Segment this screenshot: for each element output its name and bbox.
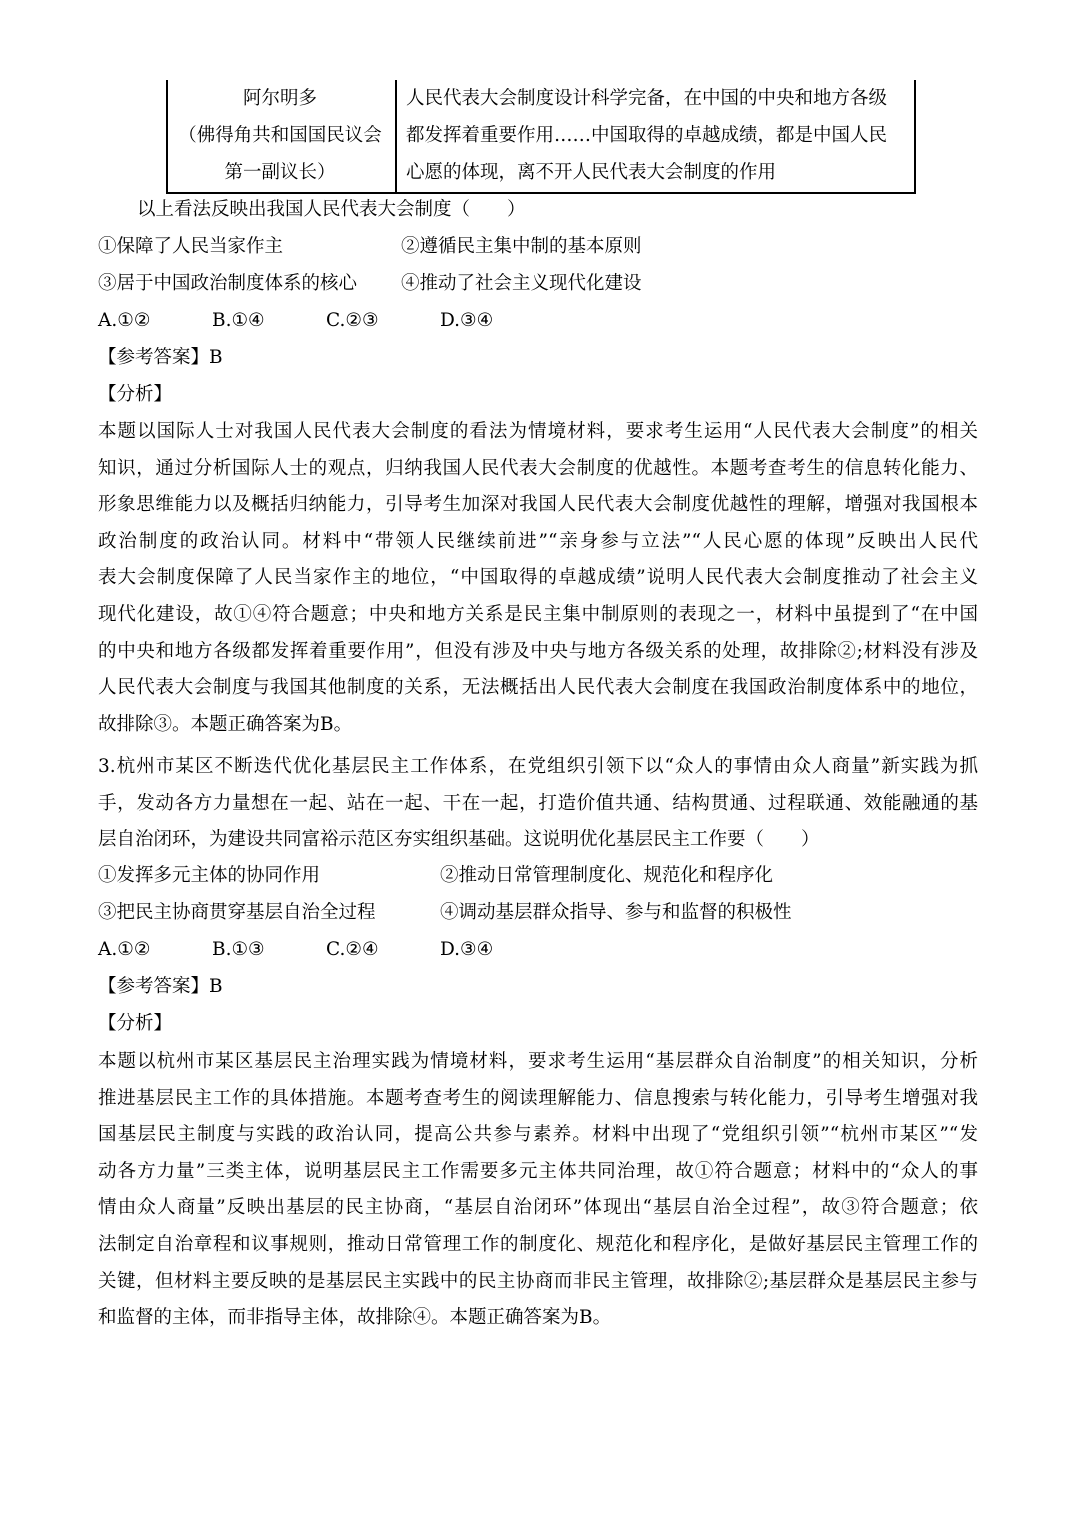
- analysis-line: 推进基层民主工作的具体措施。本题考查考生的阅读理解能力、信息搜索与转化能力，引导考生增强对我: [98, 1087, 978, 1109]
- analysis-line: 现代化建设，故①④符合题意；中央和地方关系是民主集中制原则的表现之一，材料中虽提到了“在中国: [98, 603, 978, 625]
- q2-choice-c: C.②③: [326, 310, 379, 331]
- q2-analysis-label: 【分析】: [98, 384, 173, 405]
- analysis-line: 形象思维能力以及概括归纳能力，引导考生加深对我国人民代表大会制度优越性的理解，增强对我国根本: [98, 494, 978, 516]
- q3-stem-line: 层自治闭环，为建设共同富裕示范区夯实组织基础。这说明优化基层民主工作要（ ）: [98, 829, 820, 851]
- q3-statement-2: ②推动日常管理制度化、规范化和程序化: [440, 865, 774, 886]
- analysis-line: 关键，但材料主要反映的是基层民主实践中的民主协商而非民主管理，故排除②;基层群众是基层民主参与: [98, 1270, 978, 1292]
- q3-statement-4: ④调动基层群众指导、参与和监督的积极性: [440, 902, 792, 923]
- table-border-middle: [395, 80, 397, 194]
- analysis-line: 国基层民主制度与实践的政治认同，提高公共参与素养。材料中出现了“党组织引领”“杭州市某区”“发: [98, 1124, 978, 1146]
- q2-statement-4: ④推动了社会主义现代化建设: [401, 273, 642, 294]
- q2-choice-b: B.①④: [212, 310, 265, 331]
- q2-choice-a: A.①②: [98, 310, 151, 331]
- q2-answer: 【参考答案】B: [98, 347, 223, 368]
- table-border-bottom: [166, 192, 916, 194]
- q3-analysis-label: 【分析】: [98, 1013, 173, 1034]
- quote-line: 都发挥着重要作用……中国取得的卓越成绩，都是中国人民: [406, 125, 888, 146]
- q2-statement-2: ②遵循民主集中制的基本原则: [401, 236, 642, 257]
- table-cell-quote: [406, 80, 906, 191]
- q2-statement-3: ③居于中国政治制度体系的核心: [98, 273, 358, 294]
- table-cell-speaker: [166, 80, 394, 192]
- analysis-line: 本题以杭州市某区基层民主治理实践为情境材料，要求考生运用“基层群众自治制度”的相关知识，分析: [98, 1051, 978, 1072]
- analysis-line: 的中央和地方各级都发挥着重要作用”，但没有涉及中央与地方各级关系的处理，故排除②;材料没有涉及: [98, 640, 978, 662]
- q2-choice-d: D.③④: [440, 310, 494, 331]
- analysis-line: 和监督的主体，而非指导主体，故排除④。本题正确答案为B。: [98, 1307, 612, 1329]
- q2-analysis-text: [98, 414, 978, 743]
- quote-line: 人民代表大会制度设计科学完备，在中国的中央和地方各级: [406, 88, 888, 109]
- q3-choice-d: D.③④: [440, 939, 494, 960]
- speaker-title-line2: 第一副议长）: [224, 162, 336, 183]
- analysis-line: 动各方力量”三类主体，说明基层民主工作需要多元主体共同治理，故①符合题意；材料中的“众人的事: [98, 1160, 978, 1182]
- analysis-line: 故排除③。本题正确答案为B。: [98, 713, 353, 735]
- quote-line: 心愿的体现，离不开人民代表大会制度的作用: [406, 162, 777, 183]
- q3-choice-b: B.①③: [212, 939, 265, 960]
- q3-stem: [98, 749, 978, 859]
- analysis-line: 知识，通过分析国际人士的观点，归纳我国人民代表大会制度的优越性。本题考查考生的信息转化能力、: [98, 457, 978, 479]
- q3-choice-a: A.①②: [98, 939, 151, 960]
- quote-table: [166, 80, 916, 194]
- q3-statement-1: ①发挥多元主体的协同作用: [98, 865, 321, 886]
- q3-stem-line: 手，发动各方力量想在一起、站在一起、干在一起，打造价值共通、结构贯通、过程联通、效能融通的基: [98, 792, 978, 814]
- analysis-line: 法制定自治章程和议事规则，推动日常管理工作的制度化、规范化和程序化，是做好基层民主管理工作的: [98, 1233, 978, 1255]
- analysis-line: 本题以国际人士对我国人民代表大会制度的看法为情境材料，要求考生运用“人民代表大会制度”的相关: [98, 421, 978, 442]
- q2-stem: 以上看法反映出我国人民代表大会制度（ ）: [137, 199, 526, 220]
- speaker-name: 阿尔明多: [242, 88, 317, 109]
- analysis-line: 人民代表大会制度与我国其他制度的关系，无法概括出人民代表大会制度在我国政治制度体系中的地位，: [98, 677, 978, 699]
- analysis-line: 政治制度的政治认同。材料中“带领人民继续前进”“亲身参与立法”“人民心愿的体现”反映出人民代: [98, 530, 978, 552]
- analysis-line: 表大会制度保障了人民当家作主的地位，“中国取得的卓越成绩”说明人民代表大会制度推动了社会主义: [98, 567, 978, 589]
- q3-analysis-text: [98, 1044, 978, 1337]
- q2-statement-1: ①保障了人民当家作主: [98, 236, 284, 257]
- q3-stem-line: 3.杭州市某区不断迭代优化基层民主工作体系，在党组织引领下以“众人的事情由众人商量”新实践为抓: [98, 756, 978, 777]
- q3-choice-c: C.②④: [326, 939, 379, 960]
- table-border-right: [914, 80, 916, 194]
- q3-answer: 【参考答案】B: [98, 976, 223, 997]
- analysis-line: 情由众人商量”反映出基层的民主协商，“基层自治闭环”体现出“基层自治全过程”，故③符合题意；依: [98, 1197, 978, 1219]
- q3-statement-3: ③把民主协商贯穿基层自治全过程: [98, 902, 376, 923]
- speaker-title-line1: （佛得角共和国国民议会: [178, 125, 382, 146]
